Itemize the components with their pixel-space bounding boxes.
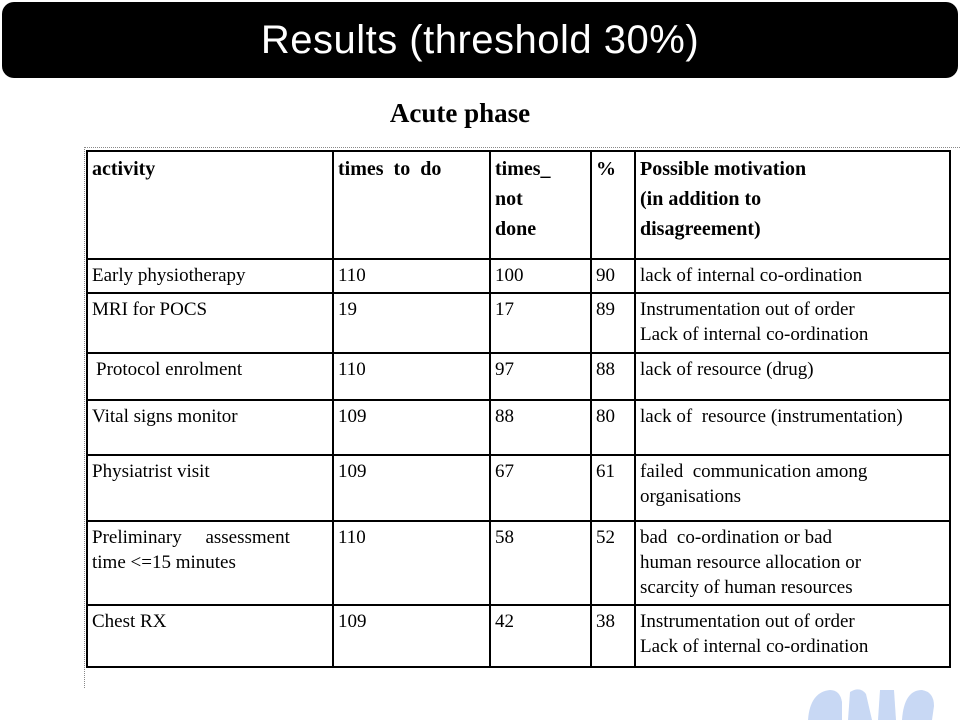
table-header-row [88,152,949,260]
cell-times-to-do: 110 [334,522,491,606]
activity-line: Preliminary assessment [92,527,290,548]
cell-times-to-do: 109 [334,401,491,456]
cell-times-to-do: 109 [334,456,491,522]
cell-percent: 88 [592,354,636,401]
brand-logo-graphic [800,682,940,720]
cell-activity: Physiatrist visit [88,456,334,522]
cell-times-not-done: 42 [491,606,592,666]
cell-times-not-done: 67 [491,456,592,522]
cell-motivation [636,456,949,522]
results-table-container [80,145,960,690]
cell-times-to-do: 110 [334,260,491,294]
dotted-border-top [84,147,960,148]
cell-percent: 61 [592,456,636,522]
cell-times-to-do: 19 [334,294,491,354]
motivation-line: bad co-ordination or bad [640,527,833,548]
slide-title: Results (threshold 30%) [260,17,700,62]
cell-times-not-done: 17 [491,294,592,354]
cell-motivation [636,294,949,354]
cell-times-not-done: 97 [491,354,592,401]
cell-activity: Protocol enrolment [88,354,334,401]
header-percent: % [592,152,636,260]
cell-percent: 80 [592,401,636,456]
motivation-line: human resource allocation or [640,552,862,573]
cell-motivation: lack of resource (drug) [636,354,949,401]
motivation-line: Lack of internal co-ordination [640,636,869,657]
cell-motivation [636,522,949,606]
motivation-line: Lack of internal co-ordination [640,324,869,345]
cell-motivation: lack of internal co-ordination [636,260,949,294]
header-activity: activity [88,152,334,260]
motivation-line: Instrumentation out of order [640,611,855,632]
header-times-not-done-line: times_ [495,158,551,180]
table-row [88,522,949,606]
cell-activity: Vital signs monitor [88,401,334,456]
header-motivation-line: Possible motivation [640,158,807,180]
cell-times-not-done: 58 [491,522,592,606]
activity-line: time <=15 minutes [92,552,236,573]
header-times-to-do: times to do [334,152,491,260]
header-times-not-done [491,152,592,260]
cell-activity [88,522,334,606]
header-motivation-line: (in addition to [640,188,762,210]
cell-times-not-done: 100 [491,260,592,294]
cell-times-not-done: 88 [491,401,592,456]
motivation-line: scarcity of human resources [640,577,853,598]
cell-activity: Early physiotherapy [88,260,334,294]
cell-percent: 90 [592,260,636,294]
table-row [88,606,949,666]
motivation-line: failed communication among [640,461,868,482]
motivation-line: organisations [640,486,741,507]
cell-times-to-do: 109 [334,606,491,666]
cell-motivation [636,606,949,666]
dotted-border-left [84,147,85,688]
cell-activity: MRI for POCS [88,294,334,354]
table-row [88,294,949,354]
results-table [86,150,951,668]
table-row [88,354,949,401]
header-times-not-done-line: done [495,218,537,240]
motivation-line: Instrumentation out of order [640,299,855,320]
cell-times-to-do: 110 [334,354,491,401]
cell-activity: Chest RX [88,606,334,666]
cell-percent: 38 [592,606,636,666]
slide-subtitle: Acute phase [389,98,531,128]
header-times-not-done-line: not [495,188,523,210]
table-row [88,260,949,294]
table-row [88,456,949,522]
cell-motivation: lack of resource (instrumentation) [636,401,949,456]
header-motivation-line: disagreement) [640,218,761,240]
title-bar [2,2,958,78]
cell-percent: 52 [592,522,636,606]
header-motivation [636,152,949,260]
cell-percent: 89 [592,294,636,354]
table-row [88,401,949,456]
